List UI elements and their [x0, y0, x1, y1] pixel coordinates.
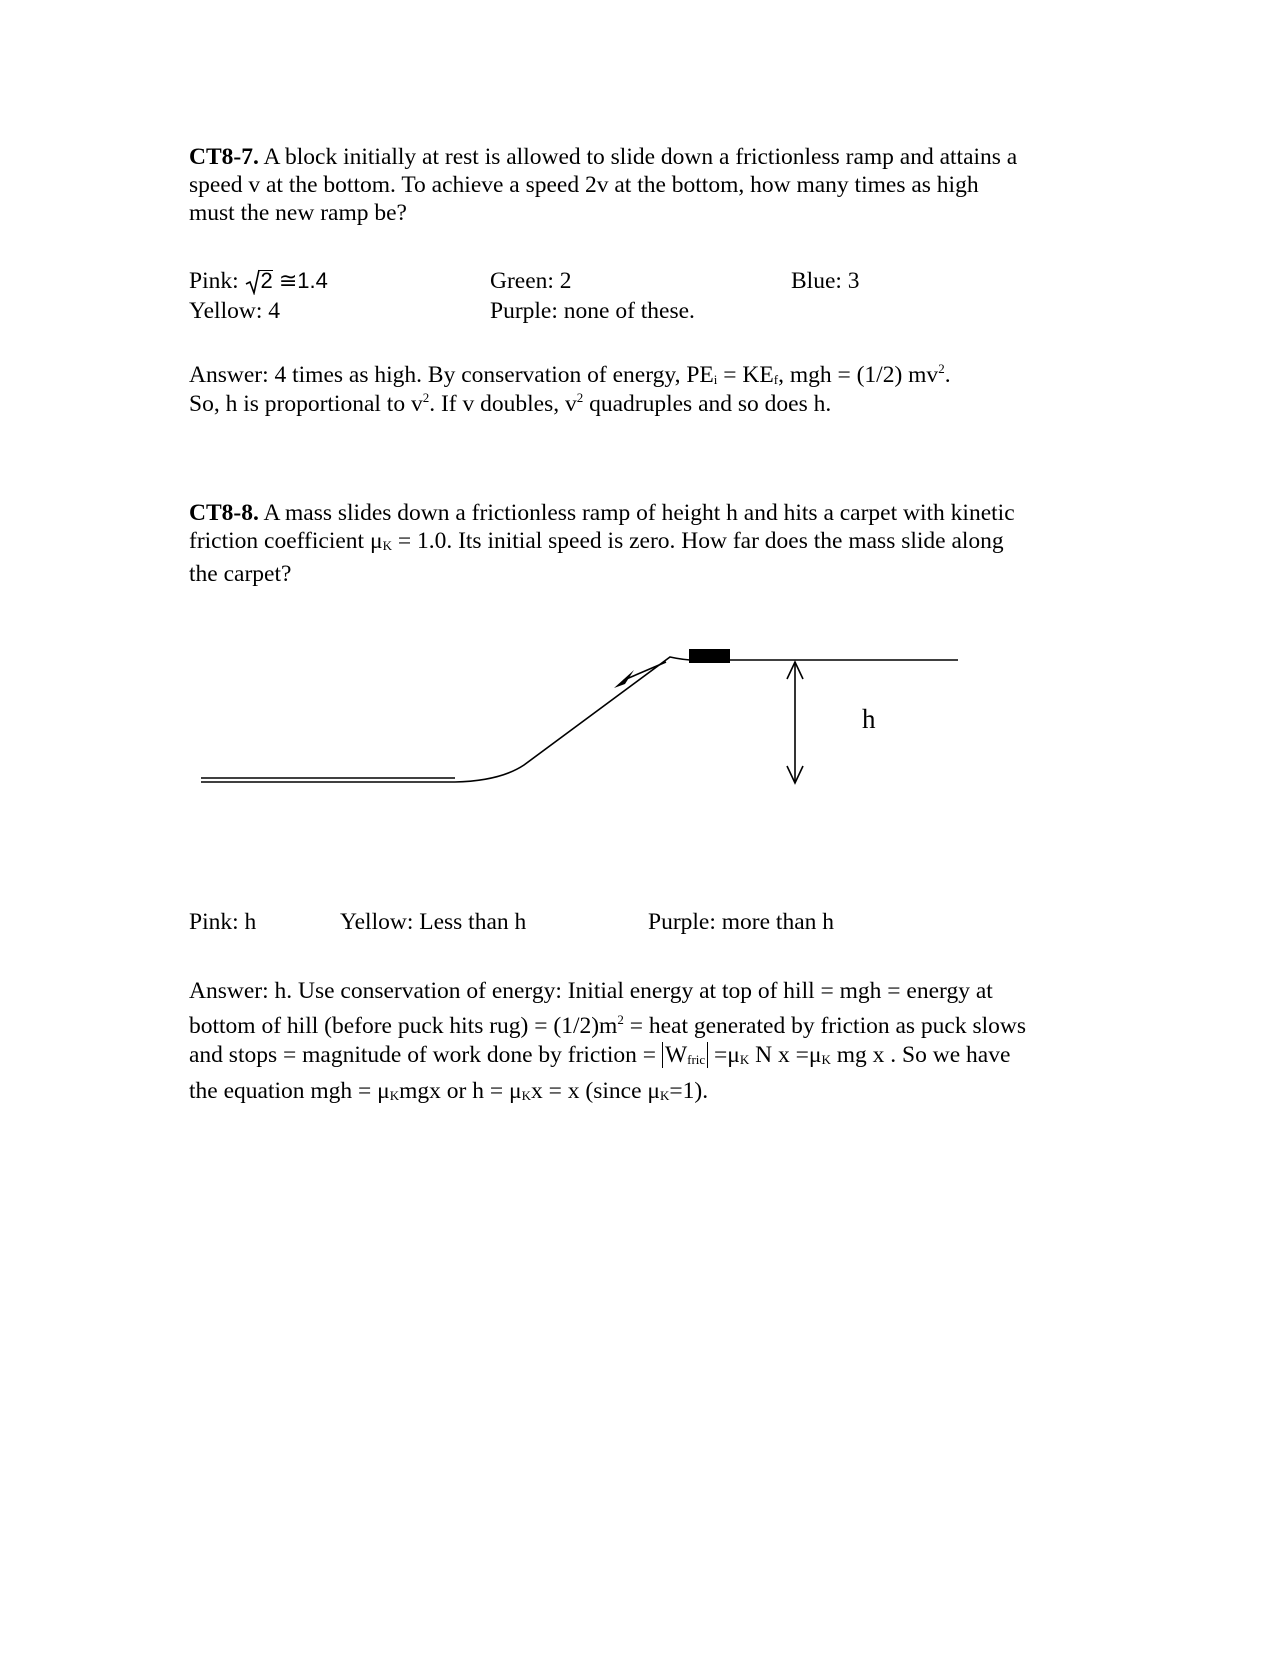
subscript: K: [659, 1088, 670, 1103]
ct8-8-label: CT8-8.: [189, 500, 259, 526]
ct8-7-label: CT8-7.: [189, 144, 259, 170]
choice-label: Pink:: [189, 268, 245, 294]
question-text: friction coefficient μ: [189, 528, 383, 554]
answer-text: =μ: [708, 1042, 740, 1068]
answer-text: Answer: 4 times as high. By conservation of energy, PE: [189, 362, 714, 388]
answer-text: N x =μ: [749, 1042, 822, 1068]
approx-value: ≅1.4: [272, 268, 328, 293]
choice-pink: Pink: h: [189, 909, 257, 935]
ct8-8-answer-line2: [189, 1006, 1026, 1040]
height-label: h: [862, 704, 876, 734]
answer-text: mg x . So we have: [830, 1042, 1011, 1068]
ct8-8-answer-line4: [189, 1077, 708, 1110]
choice-purple: Purple: none of these.: [490, 298, 695, 324]
choice-green: Green: 2: [490, 268, 572, 294]
subscript: fric: [687, 1052, 706, 1067]
choice-blue: Blue: 3: [791, 268, 860, 294]
ct8-8-answer-line3: [189, 1041, 1010, 1074]
question-text: speed v at the bottom. To achieve a speed 2v at the bottom, how many times as high: [189, 172, 979, 198]
answer-text: .: [944, 362, 951, 388]
ramp-line: [455, 657, 958, 782]
answer-text: bottom of hill (before puck hits rug) = (1/2)m: [189, 1013, 618, 1039]
sqrt-argument: 2: [260, 268, 273, 293]
answer-text: So, h is proportional to v: [189, 391, 423, 417]
superscript: 2: [938, 361, 945, 376]
answer-text: =1).: [669, 1078, 709, 1104]
block-mass: [689, 649, 730, 663]
answer-text: quadruples and so does h.: [583, 391, 832, 417]
choice-purple: Purple: more than h: [648, 909, 835, 935]
work-symbol: W: [664, 1042, 688, 1068]
answer-text: x = x (since μ: [531, 1078, 660, 1104]
answer-text: and stops = magnitude of work done by friction =: [189, 1042, 662, 1068]
answer-text: . If v doubles, v: [429, 391, 577, 417]
motion-arrow-line: [624, 662, 666, 680]
absolute-value: [662, 1042, 708, 1068]
subscript: i: [713, 372, 718, 387]
subscript: K: [389, 1088, 400, 1103]
choice-yellow: Yellow: 4: [189, 298, 280, 324]
question-text: = 1.0. Its initial speed is zero. How far does the mass slide along: [391, 528, 1004, 554]
subscript: K: [521, 1088, 532, 1103]
answer-text: = heat generated by friction as puck slows: [623, 1013, 1027, 1039]
superscript: 2: [422, 390, 430, 405]
question-text: the carpet?: [189, 561, 292, 587]
answer-text: = KE: [717, 362, 774, 388]
question-text: must the new ramp be?: [189, 200, 407, 226]
choice-yellow: Yellow: Less than h: [340, 909, 527, 935]
subscript: K: [821, 1052, 831, 1067]
question-text: A mass slides down a frictionless ramp of height h and hits a carpet with kinetic: [258, 500, 1015, 526]
subscript: K: [382, 538, 392, 553]
ct8-8-answer-line1: Answer: h. Use conservation of energy: Initial energy at top of hill = mgh = energy at: [189, 978, 993, 1004]
superscript: 2: [576, 390, 584, 405]
question-text: A block initially at rest is allowed to slide down a frictionless ramp and attains a: [258, 144, 1018, 170]
subscript: K: [739, 1052, 750, 1067]
answer-text: , mgh = (1/2) mv: [778, 362, 939, 388]
answer-text: mgx or h = μ: [399, 1078, 522, 1104]
superscript: 2: [617, 1012, 624, 1027]
answer-text: the equation mgh = μ: [189, 1078, 390, 1104]
subscript: f: [773, 372, 779, 387]
